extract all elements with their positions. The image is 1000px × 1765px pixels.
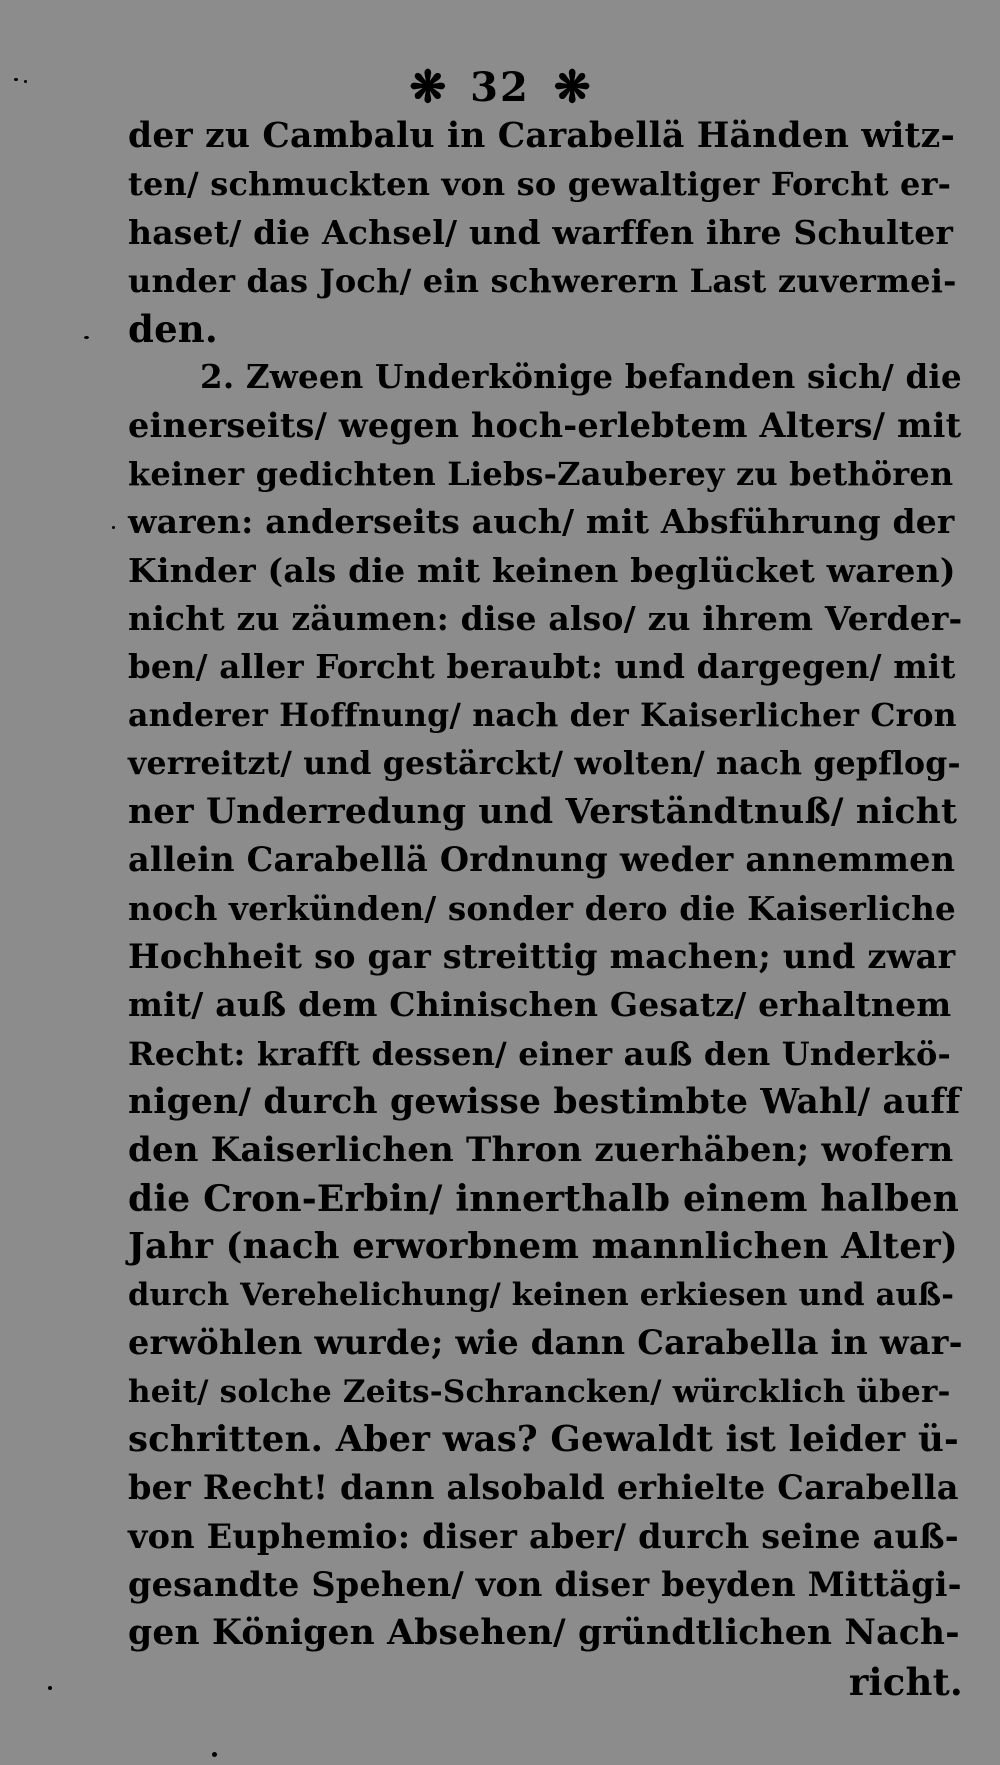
text-line: nicht zu zäumen: dise also/ zu ihrem Verder- (128, 598, 963, 638)
text-line: Jahr (nach erworbnem mannlichen Alter) (128, 1225, 958, 1267)
text-line: gen Königen Absehen/ gründtlichen Nach- (128, 1613, 960, 1654)
scan-speck (212, 1752, 217, 1757)
text-line: verreitzt/ und gestärckt/ wolten/ nach gepflog- (128, 744, 961, 782)
text-line: keiner gedichten Liebs-Zauberey zu bethören (128, 455, 954, 494)
text-line: Recht: krafft dessen/ einer auß den Underkö- (128, 1034, 951, 1073)
text-line: die Cron-Erbin/ innerthalb einem halben (128, 1177, 960, 1220)
text-line: allein Carabellä Ordnung weder annemmen (128, 840, 956, 880)
text-line: noch verkünden/ sonder dero die Kaiserliche (128, 888, 956, 928)
text-line: ber Recht! dann alsobald erhielte Carabella (128, 1468, 959, 1508)
scan-speck (84, 336, 89, 339)
text-line: haset/ die Achsel/ und warffen ihre Schulter (128, 212, 954, 252)
text-line: waren: anderseits auch/ mit Absführung der (128, 502, 955, 542)
text-line: anderer Hoffnung/ nach der Kaiserlicher Cron (128, 696, 957, 734)
text-line: ten/ schmuckten von so gewaltiger Forcht er- (128, 165, 952, 204)
text-line: gesandte Spehen/ von diser beyden Mittägi- (128, 1564, 962, 1604)
text-line: under das Joch/ ein schwerern Last zuvermei- (128, 261, 957, 300)
text-line: den Kaiserlichen Thron zuerhäben; wofern (128, 1130, 954, 1171)
text-line: den. (128, 307, 218, 352)
page-number: 32 (470, 64, 530, 111)
page-header (0, 58, 1000, 112)
text-line: nigen/ durch gewisse bestimbte Wahl/ auff (128, 1081, 961, 1122)
paragraph-first-line: 2. Zween Underkönige befanden sich/ die (200, 357, 962, 397)
scan-speck (48, 1686, 52, 1690)
text-line: ben/ aller Forcht beraubt: und dargegen/ mit (128, 647, 956, 687)
text-line: durch Verehelichung/ keinen erkiesen und auß- (128, 1277, 955, 1314)
scan-speck (24, 80, 27, 83)
ornament-left-icon: ❋ (409, 62, 447, 113)
text-line: der zu Cambalu in Carabellä Händen witz- (128, 116, 955, 156)
scan-speck (14, 78, 18, 81)
scan-speck (112, 526, 115, 529)
ornament-right-icon: ❋ (553, 62, 591, 113)
text-line: heit/ solche Zeits-Schrancken/ würcklich über- (128, 1373, 951, 1410)
text-line: von Euphemio: diser aber/ durch seine auß- (128, 1516, 959, 1556)
body-text (128, 112, 963, 1706)
text-line: erwöhlen wurde; wie dann Carabella in war- (128, 1323, 963, 1363)
text-line: schritten. Aber was? Gewaldt ist leider ü- (128, 1419, 959, 1461)
text-line: einerseits/ wegen hoch-erlebtem Alters/ mit (128, 405, 962, 445)
text-line: ner Underredung und Verständtnuß/ nicht (128, 792, 958, 833)
text-line: Hochheit so gar streittig machen; und zwar (128, 937, 956, 977)
text-line: Kinder (als die mit keinen beglücket waren) (128, 550, 956, 590)
catchword: richt. (848, 1659, 963, 1704)
text-line: mit/ auß dem Chinischen Gesatz/ erhaltnem (128, 985, 952, 1025)
